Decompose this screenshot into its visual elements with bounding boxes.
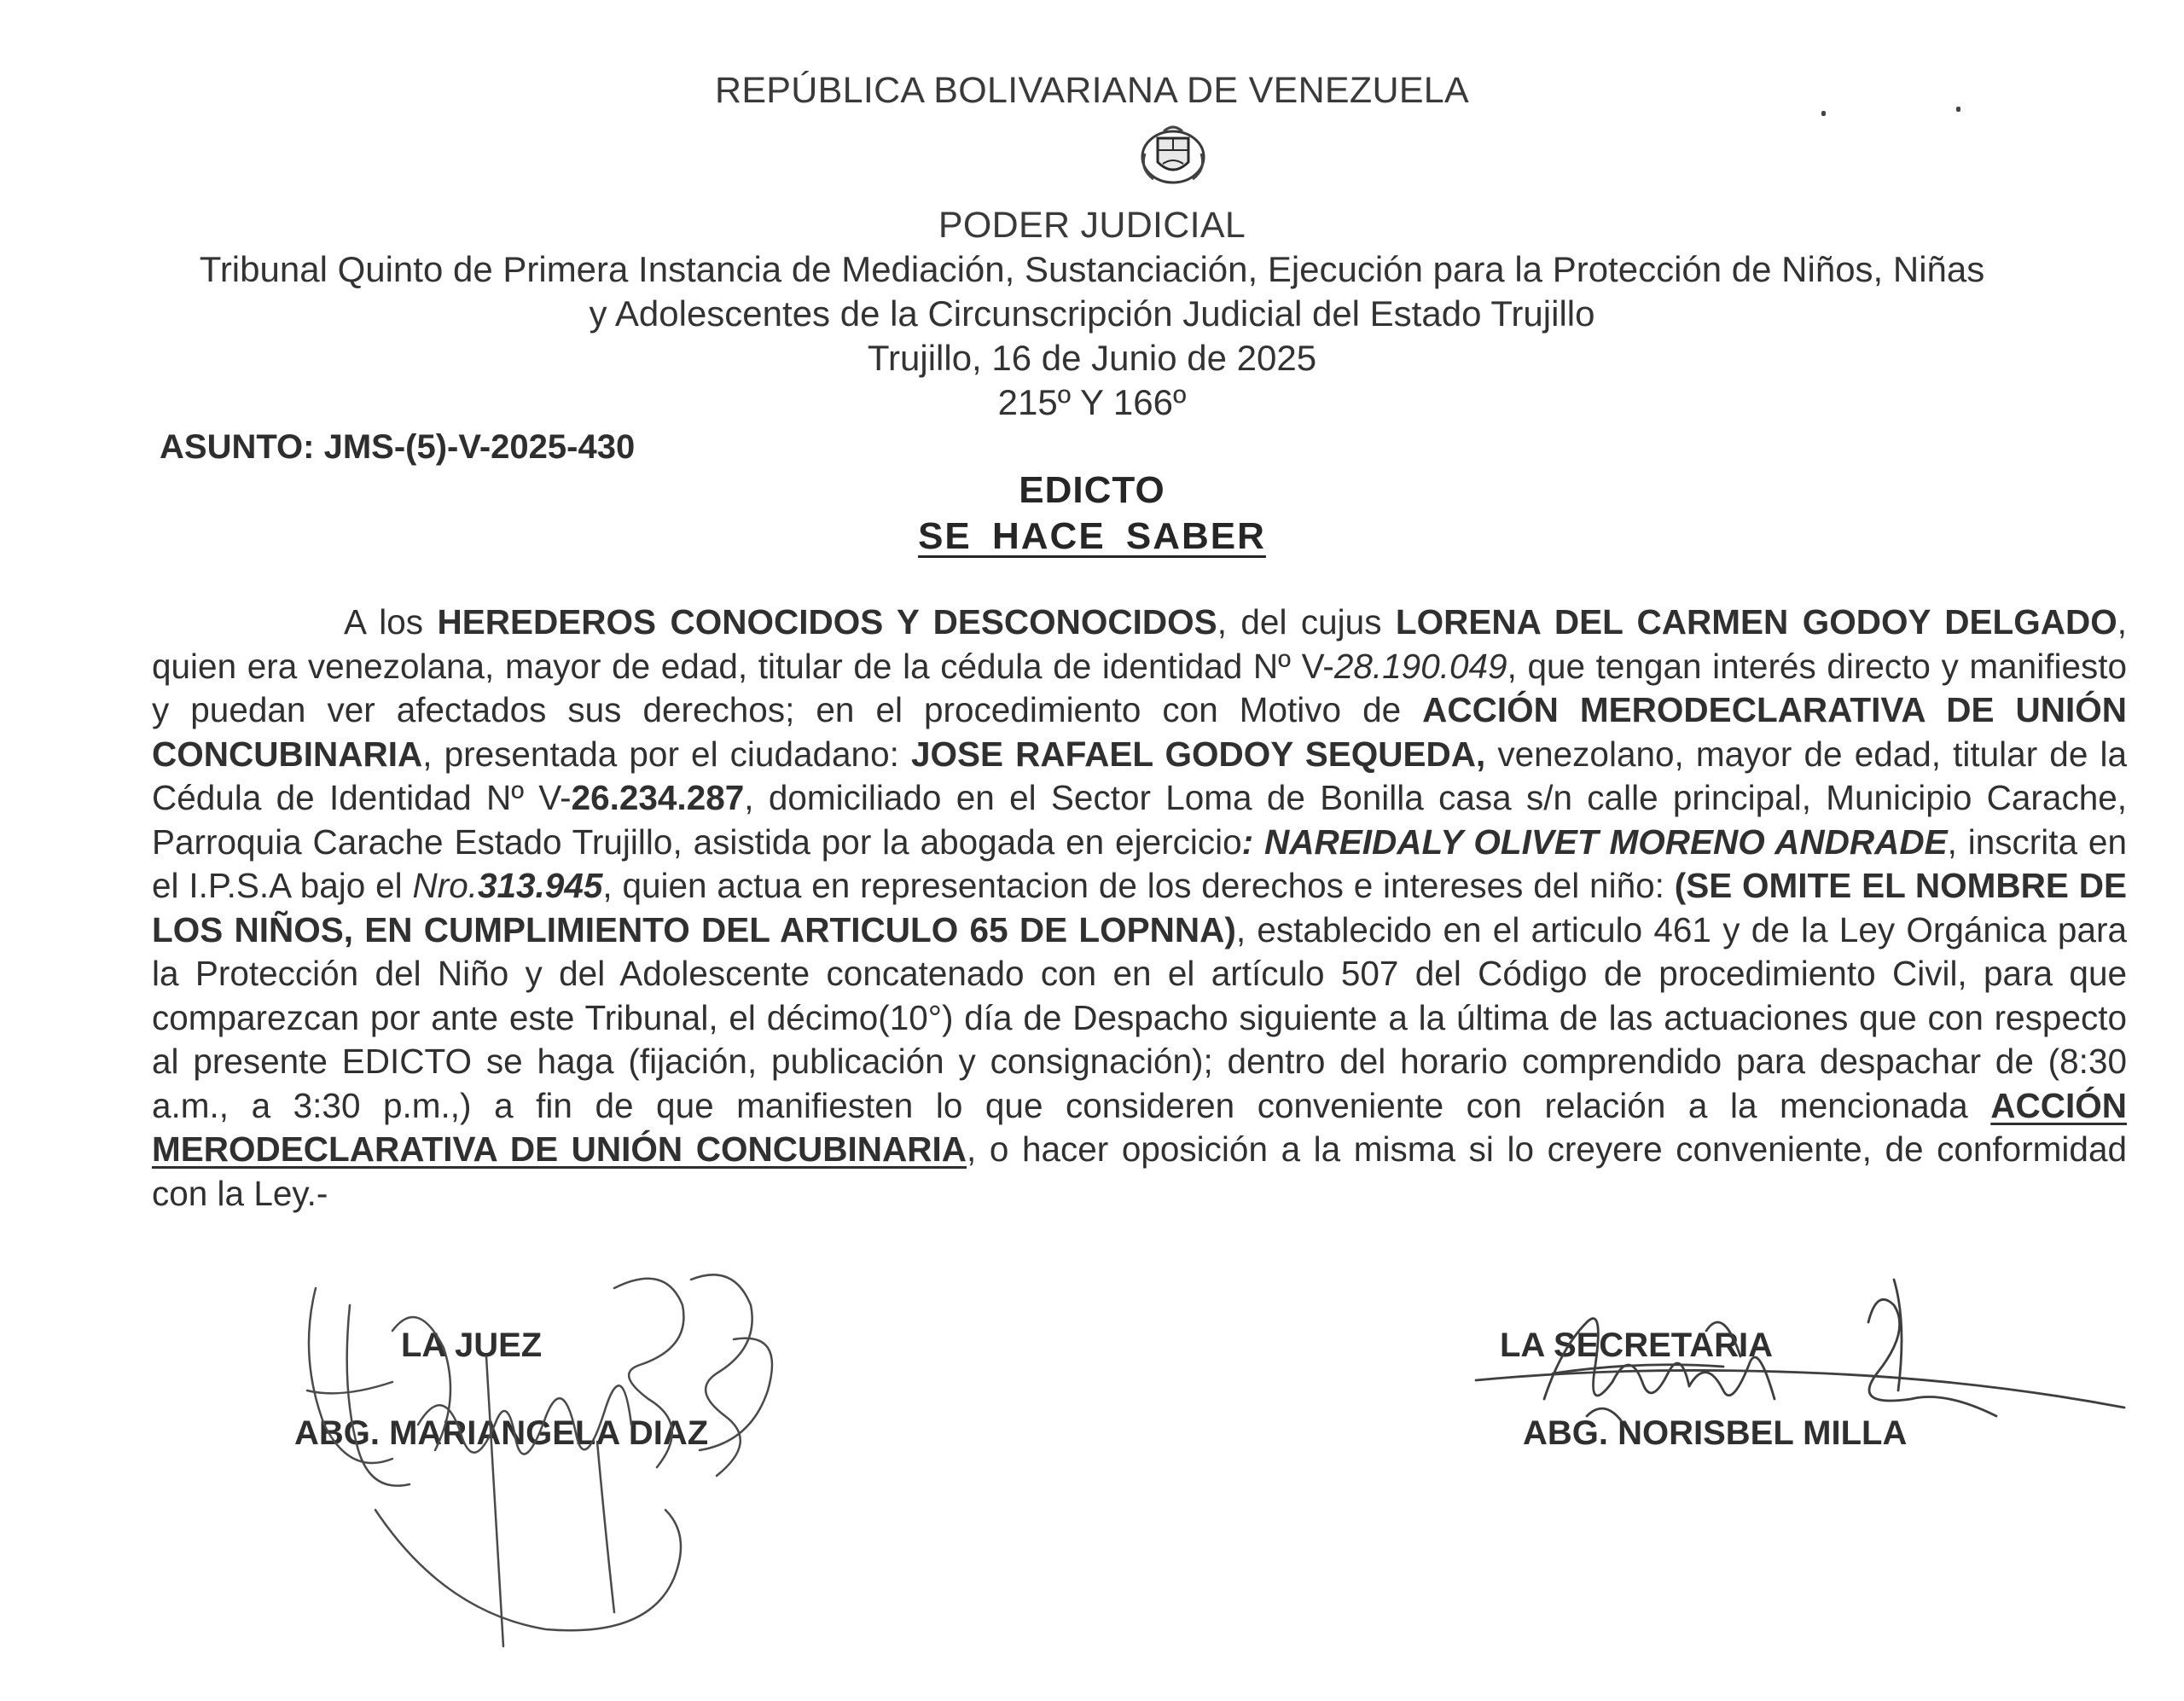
body-text: venezolano, mayor de edad, titular de la Cédula de Identidad Nº V-: [152, 734, 2127, 817]
place-date: Trujillo, 16 de Junio de 2025: [867, 338, 1317, 378]
body-text: , quien actua en representacion de los derechos e intereses del niño:: [602, 866, 1675, 905]
judge-title: LA JUEZ: [401, 1327, 543, 1364]
body-text: , establecido en el articulo 461 y de la Ley Orgánica para la Protección del Niño y del Adolescente concatenado con en el artículo 507 del Código de procedimiento Civil, para que comparezcan por ante este Tribunal, el décimo(10°) día de Despacho siguiente a la última de las actuaciones que con respecto al presente EDICTO se haga (fijación, publicación y consignación); dentro del horario comprendido para despachar de (8:30 a.m., a 3:30 p.m.,) a fin de que manifiesten lo que consideren conveniente con relación a la mencionada: [152, 909, 2127, 1125]
scan-speck: [1956, 107, 1960, 112]
ipsa-number: 313.945: [477, 866, 603, 905]
court-name-line-1: Tribunal Quinto de Primera Instancia de Mediación, Sustanciación, Ejecución para la Protección de Niños, Niñas: [199, 249, 1985, 289]
branch-heading: PODER JUDICIAL: [938, 205, 1246, 246]
body-text: , inscrita en el I.P.S.A bajo el: [152, 821, 2127, 905]
body-text: , domiciliado en el Sector Loma de Bonilla casa s/n calle principal, Municipio Carache, Parroquia Carache Estado Trujillo, asistida por la abogada en ejercicio: [152, 778, 2127, 862]
action-name: ACCIÓN MERODECLARATIVA DE UNIÓN CONCUBINARIA: [152, 690, 2127, 774]
action-name-underlined: ACCIÓN MERODECLARATIVA DE UNIÓN CONCUBINARIA: [152, 1085, 2127, 1169]
body-text: , que tengan interés directo y manifiesto y puedan ver afectados sus derechos; en el procedimiento con Motivo de: [152, 646, 2127, 729]
edict-body: [152, 601, 2127, 1216]
body-text: , presentada por el ciudadano:: [422, 734, 911, 774]
republic-heading: REPÚBLICA BOLIVARIANA DE VENEZUELA: [714, 70, 1470, 111]
applicant-id-number: 26.234.287: [571, 778, 745, 817]
body-text: A los: [344, 602, 438, 642]
judge-signature-icon: [290, 1254, 836, 1698]
applicant-name: JOSE RAFAEL GODOY SEQUEDA,: [910, 734, 1486, 774]
body-text: , del cujus: [1217, 602, 1396, 642]
deceased-id-number: 28.190.049: [1333, 646, 1507, 686]
judge-name: ABG. MARIANGELA DIAZ: [294, 1414, 709, 1452]
coat-of-arms-icon: [1135, 119, 1211, 189]
scan-speck: [1821, 111, 1826, 116]
secretary-name: ABG. NORISBEL MILLA: [1523, 1414, 1908, 1452]
omitted-names-notice: (SE OMITE EL NOMBRE DE LOS NIÑOS, EN CUMPLIMIENTO DEL ARTICULO 65 DE LOPNNA): [152, 866, 2127, 949]
subtitle-wrapper: [0, 515, 2184, 558]
document-subtitle: SE HACE SABER: [918, 515, 1266, 557]
lawyer-name: : NAREIDALY OLIVET MORENO ANDRADE: [1241, 821, 1948, 862]
court-name-line-2: y Adolescentes de la Circunscripción Judicial del Estado Trujillo: [589, 293, 1595, 334]
body-text: , o hacer oposición a la misma si lo creyere conveniente, de conformidad con la Ley.-: [152, 1129, 2127, 1213]
ipsa-prefix: Nro.: [412, 866, 478, 905]
document-title: EDICTO: [1019, 469, 1165, 511]
body-text: , quien era venezolana, mayor de edad, titular de la cédula de identidad Nº V-: [152, 602, 2127, 686]
case-number: ASUNTO: JMS-(5)-V-2025-430: [160, 428, 636, 466]
deceased-name: LORENA DEL CARMEN GODOY DELGADO: [1395, 602, 2117, 642]
heirs-emphasis: HEREDEROS CONOCIDOS Y DESCONOCIDOS: [437, 602, 1217, 642]
secretary-title: LA SECRETARIA: [1500, 1327, 1773, 1364]
years-line: 215º Y 166º: [997, 382, 1187, 422]
